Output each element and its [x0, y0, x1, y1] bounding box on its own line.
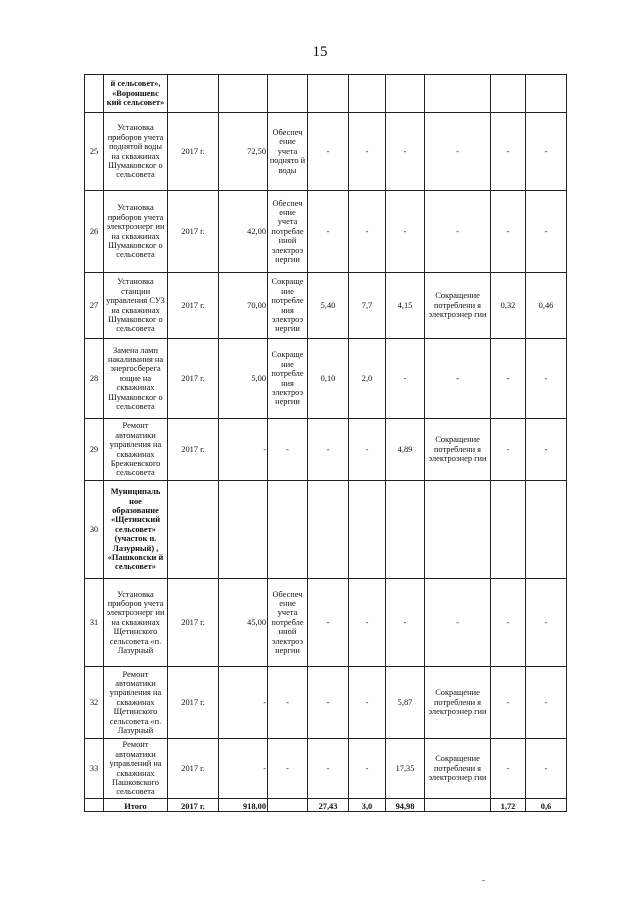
effect-cell: Сокращение потреблени я электроэнер гии — [425, 273, 491, 339]
value-cell: - — [386, 113, 425, 191]
year-cell — [168, 481, 219, 579]
value-cell: - — [491, 191, 526, 273]
value-cell — [349, 75, 386, 113]
total-goal — [268, 799, 308, 812]
year-cell: 2017 г. — [168, 273, 219, 339]
amount-cell: 70,00 — [219, 273, 268, 339]
total-value: 94,98 — [386, 799, 425, 812]
value-cell — [526, 481, 567, 579]
value-cell: - — [349, 579, 386, 667]
goal-cell: Обеспеч ение учета поднято й воды — [268, 113, 308, 191]
amount-cell: 45,00 — [219, 579, 268, 667]
value-cell: - — [491, 419, 526, 481]
table-body — [85, 75, 567, 812]
effect-cell: - — [425, 191, 491, 273]
amount-cell: - — [219, 667, 268, 739]
goal-cell — [268, 481, 308, 579]
goal-cell: - — [268, 667, 308, 739]
year-cell: 2017 г. — [168, 667, 219, 739]
value-cell: - — [386, 579, 425, 667]
row-number: 27 — [85, 273, 104, 339]
total-value: 27,43 — [308, 799, 349, 812]
item-name: Ремонт автоматики управления на скважинах Брежневского сельсовета — [104, 419, 168, 481]
goal-cell: Сокраще ние потребле ния электроэ нергии — [268, 339, 308, 419]
goal-cell: Сокраще ние потребле ния электроэ нергии — [268, 273, 308, 339]
table-row — [85, 339, 567, 419]
value-cell — [386, 481, 425, 579]
value-cell — [349, 481, 386, 579]
total-value: 1,72 — [491, 799, 526, 812]
value-cell — [308, 75, 349, 113]
value-cell — [491, 481, 526, 579]
value-cell: 17,35 — [386, 739, 425, 799]
row-number: 28 — [85, 339, 104, 419]
value-cell: - — [491, 667, 526, 739]
value-cell: - — [491, 579, 526, 667]
value-cell: - — [349, 419, 386, 481]
page-number: 15 — [312, 44, 328, 60]
table-row — [85, 579, 567, 667]
row-number: 25 — [85, 113, 104, 191]
item-name: Замена ламп накаливания на энергосберега ющие на скважинах Шумаковског о сельсовета — [104, 339, 168, 419]
goal-cell: Обеспеч ение учета потребле нной электроэ нергии — [268, 191, 308, 273]
table-row — [85, 191, 567, 273]
item-name: Установка приборов учета поднятой воды на скважинах Шумаковског о сельсовета — [104, 113, 168, 191]
total-effect — [425, 799, 491, 812]
table-row — [85, 273, 567, 339]
row-number: 30 — [85, 481, 104, 579]
amount-cell: 5,00 — [219, 339, 268, 419]
value-cell: - — [349, 667, 386, 739]
footer-mark — [482, 880, 485, 881]
year-cell — [168, 75, 219, 113]
total-year: 2017 г. — [168, 799, 219, 812]
amount-cell: 42,00 — [219, 191, 268, 273]
item-name: Установка приборов учета электроэнерг ии на скважинах Щетинского сельсовета «п. Лазурный — [104, 579, 168, 667]
goal-cell: - — [268, 739, 308, 799]
value-cell: - — [491, 739, 526, 799]
value-cell: - — [308, 191, 349, 273]
value-cell: - — [491, 339, 526, 419]
value-cell — [308, 481, 349, 579]
total-empty-cell — [85, 799, 104, 812]
value-cell: - — [349, 191, 386, 273]
value-cell: 0,32 — [491, 273, 526, 339]
table-row — [85, 75, 567, 113]
goal-cell: - — [268, 419, 308, 481]
year-cell: 2017 г. — [168, 579, 219, 667]
value-cell: - — [526, 113, 567, 191]
value-cell — [526, 75, 567, 113]
value-cell: - — [491, 113, 526, 191]
value-cell: - — [308, 113, 349, 191]
total-label: Итого — [104, 799, 168, 812]
value-cell: - — [308, 739, 349, 799]
item-name: Ремонт автоматики управления на скважинах Щетинского сельсовета «п. Лазурный — [104, 667, 168, 739]
effect-cell: - — [425, 339, 491, 419]
row-number: 29 — [85, 419, 104, 481]
value-cell: 2,0 — [349, 339, 386, 419]
value-cell: 5,87 — [386, 667, 425, 739]
effect-cell: Сокращение потреблени я электроэнер гии — [425, 739, 491, 799]
total-value: 3,0 — [349, 799, 386, 812]
value-cell: 4,15 — [386, 273, 425, 339]
year-cell: 2017 г. — [168, 339, 219, 419]
total-row — [85, 799, 567, 812]
effect-cell: - — [425, 579, 491, 667]
row-number — [85, 75, 104, 113]
effect-cell — [425, 75, 491, 113]
amount-cell: - — [219, 739, 268, 799]
year-cell: 2017 г. — [168, 113, 219, 191]
table-row — [85, 113, 567, 191]
table-row — [85, 667, 567, 739]
item-name: Муниципаль ное образование «Щетинский сельсовет» (участок п. Лазурный) , «Пашковски й сельсовет» — [104, 481, 168, 579]
value-cell: 4,89 — [386, 419, 425, 481]
row-number: 33 — [85, 739, 104, 799]
value-cell: - — [526, 739, 567, 799]
total-value: 0,6 — [526, 799, 567, 812]
value-cell: 0,10 — [308, 339, 349, 419]
value-cell: 5,40 — [308, 273, 349, 339]
value-cell: - — [308, 419, 349, 481]
year-cell: 2017 г. — [168, 739, 219, 799]
row-number: 32 — [85, 667, 104, 739]
value-cell: - — [386, 339, 425, 419]
value-cell: 0,46 — [526, 273, 567, 339]
goal-cell — [268, 75, 308, 113]
value-cell: - — [526, 191, 567, 273]
amount-cell: - — [219, 419, 268, 481]
item-name: Ремонт автоматики управлений на скважинах Пашковского сельсовета — [104, 739, 168, 799]
item-name: Установка приборов учета электроэнерг ии на скважинах Шумаковског о сельсовета — [104, 191, 168, 273]
value-cell: - — [386, 191, 425, 273]
value-cell — [386, 75, 425, 113]
table-row — [85, 419, 567, 481]
value-cell: - — [526, 579, 567, 667]
effect-cell: - — [425, 113, 491, 191]
total-amount: 918,00 — [219, 799, 268, 812]
amount-cell: 72,50 — [219, 113, 268, 191]
value-cell: 7,7 — [349, 273, 386, 339]
table-row — [85, 481, 567, 579]
effect-cell: Сокращение потреблени я электроэнер гии — [425, 667, 491, 739]
year-cell: 2017 г. — [168, 191, 219, 273]
item-name: Установка станции управления СУЗ на скважинах Шумаковског о сельсовета — [104, 273, 168, 339]
measures-table — [84, 74, 567, 812]
value-cell: - — [308, 579, 349, 667]
value-cell — [491, 75, 526, 113]
value-cell: - — [308, 667, 349, 739]
row-number: 31 — [85, 579, 104, 667]
goal-cell: Обеспеч ение учета потребле нной электроэ нергии — [268, 579, 308, 667]
effect-cell — [425, 481, 491, 579]
amount-cell — [219, 75, 268, 113]
table-row — [85, 739, 567, 799]
effect-cell: Сокращение потреблени я электроэнер гии — [425, 419, 491, 481]
value-cell: - — [526, 667, 567, 739]
amount-cell — [219, 481, 268, 579]
value-cell: - — [349, 113, 386, 191]
value-cell: - — [349, 739, 386, 799]
year-cell: 2017 г. — [168, 419, 219, 481]
item-name: й сельсовет», «Вороншевс кий сельсовет» — [104, 75, 168, 113]
value-cell: - — [526, 419, 567, 481]
value-cell: - — [526, 339, 567, 419]
row-number: 26 — [85, 191, 104, 273]
